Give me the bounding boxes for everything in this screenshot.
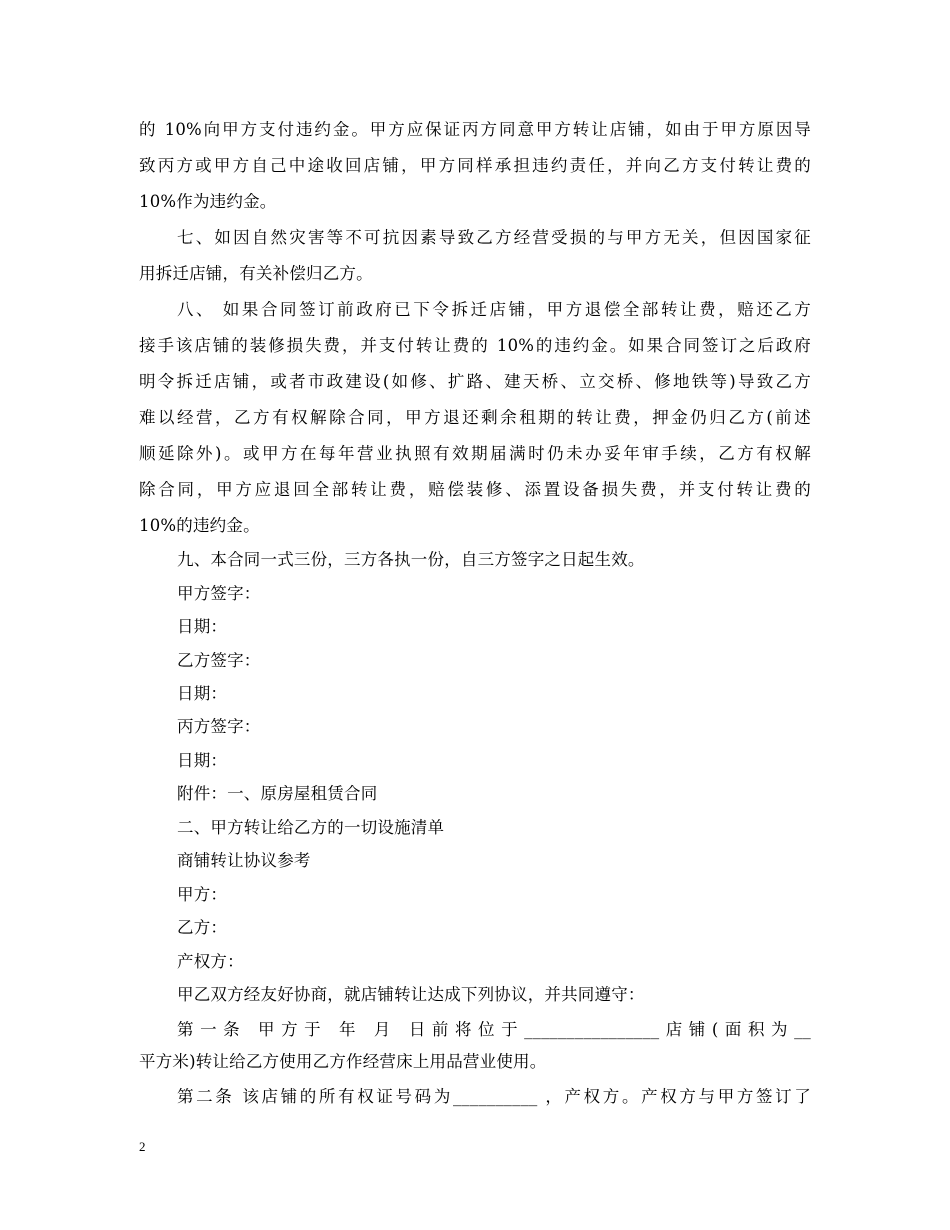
text-line: 日期：	[177, 684, 228, 703]
text-line: 二、甲方转让给乙方的一切设施清单	[177, 818, 445, 837]
text-line: 附件：一、原房屋租赁合同	[177, 784, 378, 803]
text-line: 第二条 该店铺的所有权证号码为__________ ，产权方。产权方与甲方签订了	[177, 1087, 811, 1106]
text-line: 丙方签字：	[177, 717, 261, 736]
text-line: 商铺转让协议参考	[177, 851, 311, 870]
text-line: 难以经营，乙方有权解除合同，甲方退还剩余租期的转让费，押金仍归乙方(前述	[139, 408, 811, 427]
text-line: 平方米)转让给乙方使用乙方作经营床上用品营业使用。	[139, 1052, 547, 1071]
text-line: 的 10%向甲方支付违约金。甲方应保证丙方同意甲方转让店铺，如由于甲方原因导	[139, 120, 811, 139]
text-line: 甲乙双方经友好协商，就店铺转让达成下列协议，并共同遵守：	[177, 985, 645, 1004]
text-line: 用拆迁店铺，有关补偿归乙方。	[139, 264, 373, 283]
text-line: 10%作为违约金。	[139, 192, 277, 211]
text-line: 九、本合同一式三份，三方各执一份，自三方签字之日起生效。	[177, 550, 645, 569]
text-line: 顺延除外)。或甲方在每年营业执照有效期届满时仍未办妥年审手续，乙方有权解	[139, 444, 811, 463]
text-line: 甲方签字：	[177, 584, 261, 603]
text-line: 日期：	[177, 617, 228, 636]
page-number: 2	[139, 1139, 146, 1154]
text-line: 乙方签字：	[177, 651, 261, 670]
text-line: 产权方：	[177, 952, 244, 971]
text-line: 第一条 甲方于 年 月 日前将位于________________店铺(面积为__	[177, 1020, 811, 1039]
text-line: 甲方：	[177, 885, 228, 904]
text-line: 10%的违约金。	[139, 516, 260, 535]
text-line: 除合同，甲方应退回全部转让费，赔偿装修、添置设备损失费，并支付转让费的	[139, 480, 811, 499]
text-line: 八、 如果合同签订前政府已下令拆迁店铺，甲方退偿全部转让费，赔还乙方	[177, 300, 811, 319]
text-line: 七、如因自然灾害等不可抗因素导致乙方经营受损的与甲方无关，但因国家征	[177, 228, 811, 247]
text-line: 明令拆迁店铺，或者市政建设(如修、扩路、建天桥、立交桥、修地铁等)导致乙方	[139, 372, 811, 391]
text-line: 乙方：	[177, 918, 228, 937]
text-line: 接手该店铺的装修损失费，并支付转让费的 10%的违约金。如果合同签订之后政府	[139, 336, 811, 355]
text-line: 日期：	[177, 751, 228, 770]
text-line: 致丙方或甲方自己中途收回店铺，甲方同样承担违约责任，并向乙方支付转让费的	[139, 156, 811, 175]
